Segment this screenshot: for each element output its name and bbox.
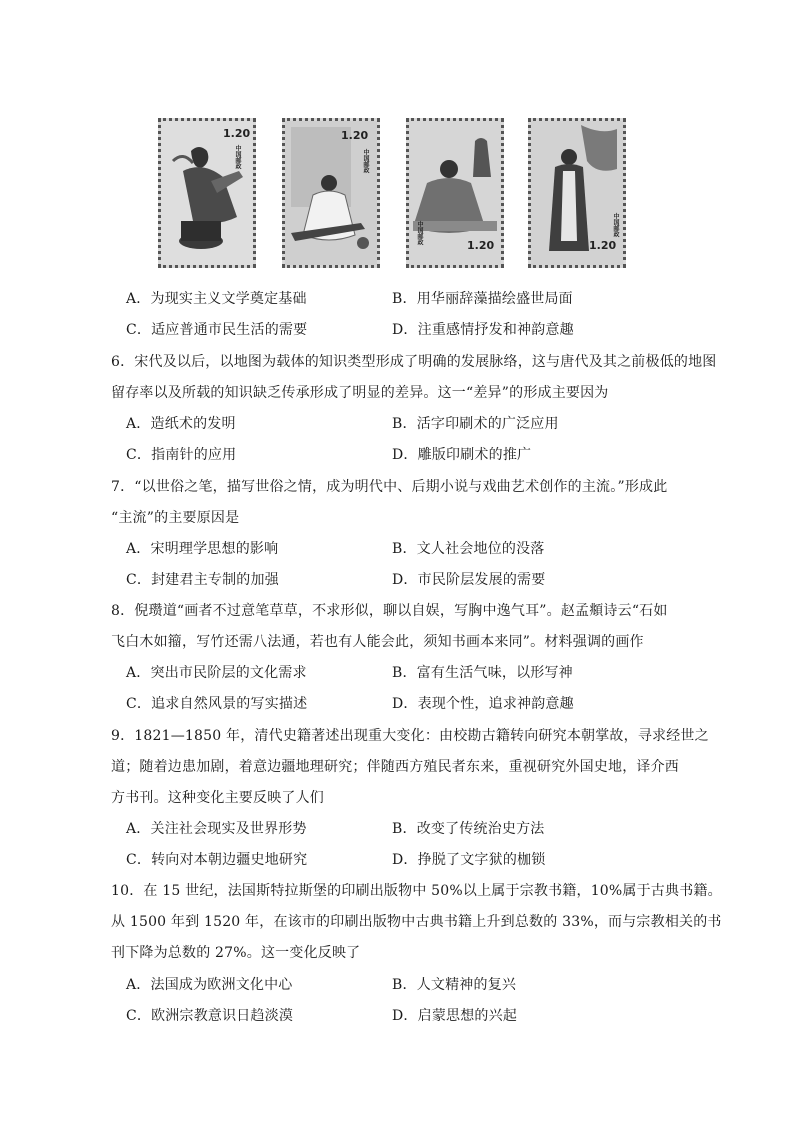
q9-option-d: D．挣脱了文字狱的枷锁	[392, 852, 546, 868]
stamp-4-value: 1.20	[589, 239, 617, 252]
stamp-3-post: 中国邮政	[416, 221, 423, 245]
q9-option-a: A．关注社会现实及世界形势	[126, 821, 307, 837]
q10-option-b: B．人文精神的复兴	[392, 977, 517, 993]
q6-stem-line-2: 留存率以及所载的知识缺乏传承形成了明显的差异。这一“差异”的形成主要因为	[111, 385, 609, 401]
q9-stem-line-2: 道；随着边患加剧，着意边疆地理研究；伴随西方殖民者东来，重视研究外国史地，译介西	[111, 759, 679, 775]
q5-option-a: A．为现实主义文学奠定基础	[126, 291, 307, 307]
q10-stem-line-3: 刊下降为总数的 27%。这一变化反映了	[111, 945, 361, 961]
q10-option-c: C．欧洲宗教意识日趋淡漠	[126, 1008, 294, 1024]
stamp-1-figure	[161, 121, 253, 265]
q9-option-b: B．改变了传统治史方法	[392, 821, 545, 837]
q5-option-d: D．注重感情抒发和神韵意趣	[392, 322, 574, 338]
q6-stem-line-1: 6．宋代及以后，以地图为载体的知识类型形成了明确的发展脉络，这与唐代及其之前极低的地图	[111, 354, 717, 370]
q7-stem-line-2: “主流”的主要原因是	[111, 510, 240, 526]
stamp-4-post: 中国邮政	[612, 213, 619, 237]
q6-option-d: D．雕版印刷术的推广	[392, 447, 532, 463]
stamp-1	[158, 118, 256, 268]
stamp-2-post: 中国邮政	[362, 149, 369, 173]
stamp-2-value: 1.20	[341, 129, 369, 142]
q7-stem-line-1: 7．“以世俗之笔，描写世俗之情，成为明代中、后期小说与戏曲艺术创作的主流。”形成此	[111, 479, 668, 495]
stamp-images	[158, 118, 630, 270]
q6-option-b: B．活字印刷术的广泛应用	[392, 416, 559, 432]
q8-stem-line-1: 8．倪瓒道“画者不过意笔草草，不求形似，聊以自娱，写胸中逸气耳”。赵孟頫诗云“石如	[111, 603, 668, 619]
q10-stem-line-1: 10．在 15 世纪，法国斯特拉斯堡的印刷出版物中 50%以上属于宗教书籍，10%属于古典书籍。	[111, 883, 722, 899]
q7-option-a: A．宋明理学思想的影响	[126, 541, 279, 557]
q7-option-c: C．封建君主专制的加强	[126, 572, 279, 588]
stamp-1-value: 1.20	[223, 127, 251, 140]
q9-stem-line-1: 9．1821—1850 年，清代史籍著述出现重大变化：由校勘古籍转向研究本朝掌故，寻求经世之	[111, 728, 709, 744]
stamp-4	[528, 118, 626, 268]
q8-stem-line-2: 飞白木如籀，写竹还需八法通，若也有人能会此，须知书画本来同”。材料强调的画作	[111, 634, 644, 650]
q10-option-d: D．启蒙思想的兴起	[392, 1008, 518, 1024]
stamp-3-value: 1.20	[467, 239, 495, 252]
stamp-2-figure	[285, 121, 377, 265]
q8-option-a: A．突出市民阶层的文化需求	[126, 665, 307, 681]
q5-option-c: C．适应普通市民生活的需要	[126, 322, 308, 338]
q6-option-c: C．指南针的应用	[126, 447, 237, 463]
stamp-1-post: 中国邮政	[234, 145, 241, 169]
q6-option-a: A．造纸术的发明	[126, 416, 236, 432]
q8-option-b: B．富有生活气味，以形写神	[392, 665, 573, 681]
stamp-3	[406, 118, 504, 268]
q8-option-d: D．表现个性，追求神韵意趣	[392, 696, 574, 712]
q5-option-b: B．用华丽辞藻描绘盛世局面	[392, 291, 573, 307]
q7-option-d: D．市民阶层发展的需要	[392, 572, 546, 588]
q9-stem-line-3: 方书刊。这种变化主要反映了人们	[111, 790, 324, 806]
q8-option-c: C．追求自然风景的写实描述	[126, 696, 308, 712]
q7-option-b: B．文人社会地位的没落	[392, 541, 545, 557]
stamp-2	[282, 118, 380, 268]
q9-option-c: C．转向对本朝边疆史地研究	[126, 852, 308, 868]
q10-option-a: A．法国成为欧洲文化中心	[126, 977, 293, 993]
q10-stem-line-2: 从 1500 年到 1520 年，在该市的印刷出版物中古典书籍上升到总数的 33%，而与宗教相关的书	[111, 914, 722, 930]
